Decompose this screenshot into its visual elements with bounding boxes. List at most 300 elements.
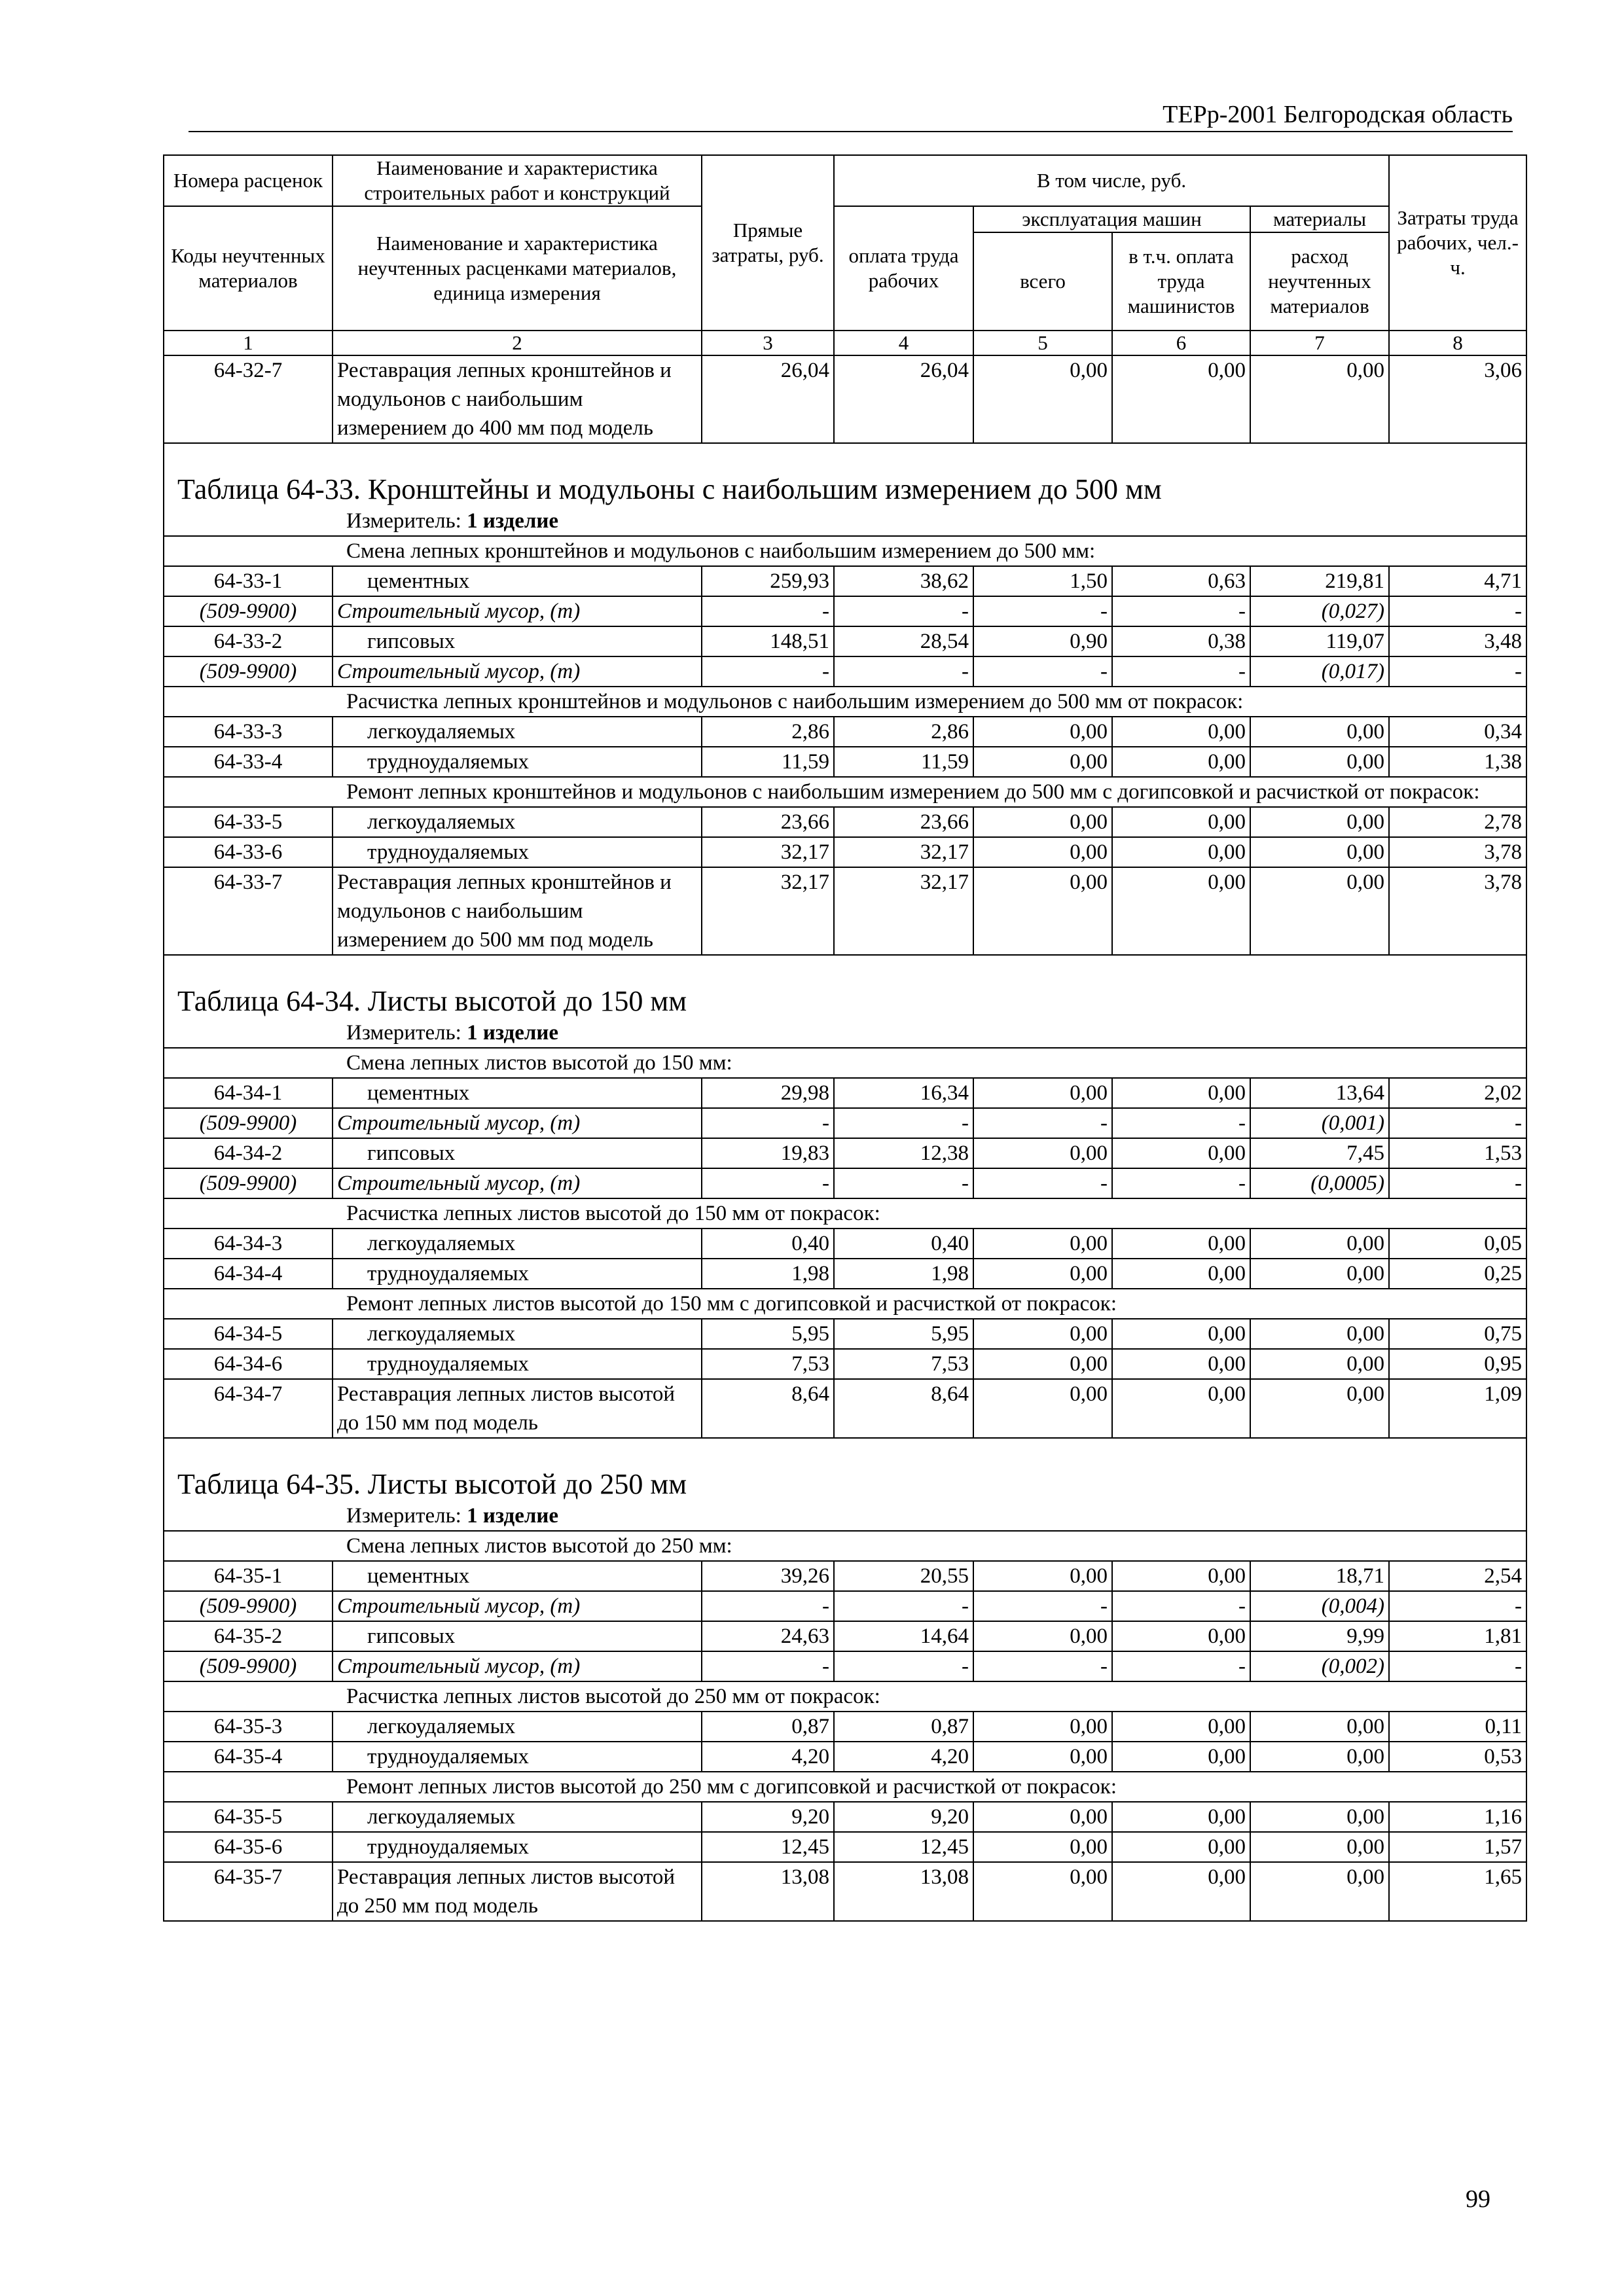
materials: 0,00 [1250,1379,1389,1438]
machines-total: 0,00 [973,717,1112,747]
labor-pay: 4,20 [834,1742,973,1772]
table-header [164,155,1526,355]
machinists-pay: 0,00 [1112,837,1250,867]
table-row [164,566,1526,596]
machinists-pay: 0,00 [1112,1229,1250,1259]
rate-name: легкоудаляемых [333,1802,702,1832]
measure-label: Измеритель: [346,509,461,533]
direct-costs: 24,63 [702,1621,834,1651]
column-number: 1 [164,331,333,355]
machines-total: 0,00 [973,1621,1112,1651]
labor-hours: 2,02 [1389,1078,1526,1108]
labor-pay: - [834,596,973,626]
machinists-pay: 0,00 [1112,1138,1250,1168]
machinists-pay: 0,00 [1112,1259,1250,1289]
material-name: Строительный мусор, (т) [333,656,702,687]
rate-name: Реставрация лепных листов высотой до 150 мм под модель [333,1379,702,1438]
machines-total: 0,00 [973,1078,1112,1108]
direct-costs: - [702,1591,834,1621]
direct-costs: 5,95 [702,1319,834,1349]
labor-hours: 0,53 [1389,1742,1526,1772]
labor-hours: 0,75 [1389,1319,1526,1349]
rate-code: 64-35-6 [164,1832,333,1862]
material-name: Строительный мусор, (т) [333,1591,702,1621]
materials: 119,07 [1250,626,1389,656]
rate-code: 64-33-2 [164,626,333,656]
rate-code: 64-33-7 [164,867,333,955]
machines-total: 0,00 [973,1349,1112,1379]
table-row [164,1078,1526,1108]
materials: 9,99 [1250,1621,1389,1651]
machinists-pay: - [1112,656,1250,687]
materials: (0,017) [1250,656,1389,687]
machines-total: 0,00 [973,1802,1112,1832]
direct-costs: 11,59 [702,747,834,777]
machines-total: 0,00 [973,807,1112,837]
machines-total: 0,00 [973,1742,1112,1772]
rate-code: 64-35-3 [164,1712,333,1742]
labor-hours: 0,25 [1389,1259,1526,1289]
machinists-pay: 0,00 [1112,1379,1250,1438]
measure-label: Измеритель: [346,1504,461,1528]
materials: 0,00 [1250,1862,1389,1921]
table-row [164,1229,1526,1259]
rate-code: 64-34-3 [164,1229,333,1259]
measure-value: 1 изделие [467,1021,559,1045]
section-title: Ремонт лепных кронштейнов и модульонов с наибольшим измерением до 500 мм с догипсовкой и расчисткой от покрасок: [164,777,1526,807]
labor-pay: 0,87 [834,1712,973,1742]
materials: 219,81 [1250,566,1389,596]
materials: 0,00 [1250,837,1389,867]
section-heading [164,1048,1526,1078]
material-name: Строительный мусор, (т) [333,1651,702,1681]
rate-code: 64-34-7 [164,1379,333,1438]
labor-pay: 12,45 [834,1832,973,1862]
material-code: (509-9900) [164,1591,333,1621]
measure-value: 1 изделие [467,1504,559,1528]
material-code: (509-9900) [164,656,333,687]
labor-pay: 26,04 [834,355,973,443]
section-heading [164,1531,1526,1561]
rate-name: цементных [333,1561,702,1591]
labor-hours: 3,78 [1389,837,1526,867]
table-body [164,355,1526,1921]
machinists-pay: - [1112,1591,1250,1621]
labor-hours: - [1389,1591,1526,1621]
machines-total: 0,00 [973,1561,1112,1591]
labor-pay: - [834,1168,973,1198]
rate-name: цементных [333,566,702,596]
section-heading [164,536,1526,566]
labor-hours: 4,71 [1389,566,1526,596]
direct-costs: - [702,1108,834,1138]
direct-costs: - [702,596,834,626]
direct-costs: 9,20 [702,1802,834,1832]
materials: (0,001) [1250,1108,1389,1138]
header-col6: в т.ч. оплата труда машинистов [1112,232,1250,331]
header-col3: Прямые затраты, руб. [702,155,834,331]
labor-hours: 0,11 [1389,1712,1526,1742]
direct-costs: 148,51 [702,626,834,656]
direct-costs: 39,26 [702,1561,834,1591]
section-heading [164,1681,1526,1712]
materials: (0,004) [1250,1591,1389,1621]
labor-pay: 32,17 [834,867,973,955]
machinists-pay: 0,63 [1112,566,1250,596]
labor-pay: 28,54 [834,626,973,656]
header-col8: Затраты труда рабочих, чел.-ч. [1389,155,1526,331]
labor-hours: 2,54 [1389,1561,1526,1591]
rate-name: трудноудаляемых [333,747,702,777]
machines-total: 0,00 [973,747,1112,777]
material-code: (509-9900) [164,596,333,626]
direct-costs: 1,98 [702,1259,834,1289]
material-row [164,596,1526,626]
labor-pay: 14,64 [834,1621,973,1651]
machinists-pay: 0,00 [1112,1078,1250,1108]
direct-costs: 13,08 [702,1862,834,1921]
rate-code: 64-33-1 [164,566,333,596]
labor-hours: 3,06 [1389,355,1526,443]
header-col1-top: Номера расценок [164,155,333,206]
direct-costs: 23,66 [702,807,834,837]
section-heading [164,777,1526,807]
measure-cell [164,1501,1526,1531]
labor-pay: 5,95 [834,1319,973,1349]
machinists-pay: 0,00 [1112,1349,1250,1379]
measure-row [164,507,1526,536]
table-row [164,1379,1526,1438]
labor-pay: 32,17 [834,837,973,867]
labor-hours: - [1389,656,1526,687]
machines-total: 0,00 [973,1229,1112,1259]
table-row [164,747,1526,777]
machinists-pay: - [1112,1168,1250,1198]
labor-pay: 7,53 [834,1349,973,1379]
machinists-pay: 0,00 [1112,355,1250,443]
labor-pay: 8,64 [834,1379,973,1438]
materials: (0,0005) [1250,1168,1389,1198]
materials: 0,00 [1250,807,1389,837]
machinists-pay: 0,00 [1112,1561,1250,1591]
table-row [164,355,1526,443]
header-col4: оплата труда рабочих [834,206,973,331]
labor-hours: 0,05 [1389,1229,1526,1259]
machines-total: - [973,596,1112,626]
materials: 7,45 [1250,1138,1389,1168]
direct-costs: 19,83 [702,1138,834,1168]
machines-total: 0,00 [973,1138,1112,1168]
table-row [164,717,1526,747]
section-title: Смена лепных листов высотой до 250 мм: [164,1531,1526,1561]
labor-hours: 1,53 [1389,1138,1526,1168]
machines-total: - [973,1591,1112,1621]
labor-pay: 11,59 [834,747,973,777]
table-row [164,1621,1526,1651]
material-code: (509-9900) [164,1168,333,1198]
direct-costs: 26,04 [702,355,834,443]
labor-pay: 12,38 [834,1138,973,1168]
column-numbers [164,331,1526,355]
rate-code: 64-33-6 [164,837,333,867]
labor-pay: 2,86 [834,717,973,747]
column-number: 8 [1389,331,1526,355]
table-row [164,1712,1526,1742]
column-number: 3 [702,331,834,355]
direct-costs: 2,86 [702,717,834,747]
rate-name: гипсовых [333,1138,702,1168]
table-row [164,867,1526,955]
section-heading [164,1289,1526,1319]
machinists-pay: - [1112,1108,1250,1138]
measure-cell [164,507,1526,536]
table-row [164,1862,1526,1921]
table-row [164,1561,1526,1591]
direct-costs: 32,17 [702,837,834,867]
labor-hours: 0,95 [1389,1349,1526,1379]
column-number: 4 [834,331,973,355]
direct-costs: 0,40 [702,1229,834,1259]
machinists-pay: 0,00 [1112,1802,1250,1832]
direct-costs: 32,17 [702,867,834,955]
material-name: Строительный мусор, (т) [333,1168,702,1198]
rate-code: 64-35-4 [164,1742,333,1772]
rate-name: Реставрация лепных листов высотой до 250 мм под модель [333,1862,702,1921]
table-title-row [164,443,1526,507]
header-col2-top: Наименование и характеристика строительных работ и конструкций [333,155,702,206]
section-title: Расчистка лепных листов высотой до 150 мм от покрасок: [164,1198,1526,1229]
table-row [164,807,1526,837]
rate-code: 64-33-5 [164,807,333,837]
rate-name: Реставрация лепных кронштейнов и модульонов с наибольшим измерением до 400 мм под модель [333,355,702,443]
direct-costs: - [702,1168,834,1198]
machines-total: - [973,1168,1112,1198]
table-row [164,626,1526,656]
section-heading [164,687,1526,717]
direct-costs: - [702,656,834,687]
column-number: 6 [1112,331,1250,355]
materials: 0,00 [1250,1802,1389,1832]
materials: 18,71 [1250,1561,1389,1591]
labor-pay: 38,62 [834,566,973,596]
machinists-pay: 0,00 [1112,807,1250,837]
labor-hours: 1,16 [1389,1802,1526,1832]
rate-name: цементных [333,1078,702,1108]
labor-pay: 23,66 [834,807,973,837]
machinists-pay: - [1112,1651,1250,1681]
direct-costs: 4,20 [702,1742,834,1772]
header-col1-bottom: Коды неучтенных материалов [164,206,333,331]
rate-name: трудноудаляемых [333,837,702,867]
materials: (0,027) [1250,596,1389,626]
materials: 0,00 [1250,355,1389,443]
rate-name: гипсовых [333,626,702,656]
machinists-pay: 0,00 [1112,1621,1250,1651]
materials: 0,00 [1250,1349,1389,1379]
machinists-pay: 0,00 [1112,1712,1250,1742]
direct-costs: - [702,1651,834,1681]
material-row [164,1108,1526,1138]
materials: 0,00 [1250,867,1389,955]
table-row [164,1319,1526,1349]
materials: 0,00 [1250,747,1389,777]
labor-pay: 1,98 [834,1259,973,1289]
materials: 0,00 [1250,1712,1389,1742]
direct-costs: 12,45 [702,1832,834,1862]
machines-total: 0,00 [973,1319,1112,1349]
rate-code: 64-34-2 [164,1138,333,1168]
labor-pay: 0,40 [834,1229,973,1259]
machines-total: 0,00 [973,867,1112,955]
rate-name: трудноудаляемых [333,1832,702,1862]
rate-code: 64-35-5 [164,1802,333,1832]
rate-name: легкоудаляемых [333,1229,702,1259]
machines-total: 0,90 [973,626,1112,656]
direct-costs: 8,64 [702,1379,834,1438]
table-title-row [164,1438,1526,1501]
table-row [164,1742,1526,1772]
rate-name: трудноудаляемых [333,1742,702,1772]
header-group: В том числе, руб. [834,155,1389,206]
machinists-pay: 0,00 [1112,867,1250,955]
rate-code: 64-34-5 [164,1319,333,1349]
machines-total: 0,00 [973,1259,1112,1289]
material-row [164,656,1526,687]
labor-pay: - [834,1651,973,1681]
rate-name: легкоудаляемых [333,1712,702,1742]
table-title: Таблица 64-34. Листы высотой до 150 мм [164,955,1526,1018]
machines-total: 0,00 [973,1862,1112,1921]
page-number: 99 [1466,2185,1490,2213]
materials: 0,00 [1250,1832,1389,1862]
material-row [164,1651,1526,1681]
materials: 13,64 [1250,1078,1389,1108]
machinists-pay: 0,38 [1112,626,1250,656]
labor-pay: - [834,1591,973,1621]
section-title: Ремонт лепных листов высотой до 250 мм с догипсовкой и расчисткой от покрасок: [164,1772,1526,1802]
materials: (0,002) [1250,1651,1389,1681]
column-number: 5 [973,331,1112,355]
rate-code: 64-34-1 [164,1078,333,1108]
material-code: (509-9900) [164,1651,333,1681]
table-row [164,837,1526,867]
table-title: Таблица 64-33. Кронштейны и модульоны с наибольшим измерением до 500 мм [164,443,1526,507]
labor-hours: 3,48 [1389,626,1526,656]
machines-total: - [973,1651,1112,1681]
running-head: ТЕРр-2001 Белгородская область [189,98,1513,132]
materials: 0,00 [1250,1742,1389,1772]
labor-hours: - [1389,1108,1526,1138]
section-title: Ремонт лепных листов высотой до 150 мм с догипсовкой и расчисткой от покрасок: [164,1289,1526,1319]
rate-name: легкоудаляемых [333,807,702,837]
rate-name: трудноудаляемых [333,1349,702,1379]
materials: 0,00 [1250,1319,1389,1349]
labor-pay: - [834,1108,973,1138]
direct-costs: 29,98 [702,1078,834,1108]
column-number: 7 [1250,331,1389,355]
table-row [164,1349,1526,1379]
machines-total: 0,00 [973,1379,1112,1438]
header-materials: материалы [1250,206,1389,232]
direct-costs: 259,93 [702,566,834,596]
table-title-row [164,955,1526,1018]
machines-total: 0,00 [973,837,1112,867]
labor-hours: 1,38 [1389,747,1526,777]
section-title: Расчистка лепных листов высотой до 250 мм от покрасок: [164,1681,1526,1712]
rate-code: 64-32-7 [164,355,333,443]
machinists-pay: 0,00 [1112,717,1250,747]
section-title: Расчистка лепных кронштейнов и модульонов с наибольшим измерением до 500 мм от покрасок: [164,687,1526,717]
machines-total: - [973,656,1112,687]
labor-hours: 1,09 [1389,1379,1526,1438]
material-row [164,1591,1526,1621]
labor-hours: 1,65 [1389,1862,1526,1921]
rate-code: 64-35-2 [164,1621,333,1651]
labor-hours: - [1389,1168,1526,1198]
materials: 0,00 [1250,717,1389,747]
material-name: Строительный мусор, (т) [333,1108,702,1138]
measure-value: 1 изделие [467,509,559,533]
machines-total: 0,00 [973,1712,1112,1742]
table-row [164,1138,1526,1168]
labor-hours: 1,57 [1389,1832,1526,1862]
rates-table [163,154,1527,1922]
machinists-pay: - [1112,596,1250,626]
labor-hours: 3,78 [1389,867,1526,955]
materials: 0,00 [1250,1259,1389,1289]
measure-label: Измеритель: [346,1021,461,1045]
measure-row [164,1018,1526,1048]
machines-total: 0,00 [973,355,1112,443]
section-heading [164,1772,1526,1802]
measure-row [164,1501,1526,1531]
table-title: Таблица 64-35. Листы высотой до 250 мм [164,1438,1526,1501]
header-col5: всего [973,232,1112,331]
table-row [164,1259,1526,1289]
measure-cell [164,1018,1526,1048]
section-title: Смена лепных кронштейнов и модульонов с наибольшим измерением до 500 мм: [164,536,1526,566]
rate-code: 64-34-6 [164,1349,333,1379]
rate-code: 64-35-7 [164,1862,333,1921]
direct-costs: 0,87 [702,1712,834,1742]
machinists-pay: 0,00 [1112,1742,1250,1772]
machinists-pay: 0,00 [1112,1319,1250,1349]
machinists-pay: 0,00 [1112,747,1250,777]
labor-pay: - [834,656,973,687]
header-col2-bottom: Наименование и характеристика неучтенных расценками материалов, единица измерения [333,206,702,331]
machines-total: 1,50 [973,566,1112,596]
labor-hours: 0,34 [1389,717,1526,747]
table-row [164,1832,1526,1862]
rate-name: трудноудаляемых [333,1259,702,1289]
rate-code: 64-34-4 [164,1259,333,1289]
labor-pay: 20,55 [834,1561,973,1591]
labor-hours: - [1389,596,1526,626]
labor-pay: 9,20 [834,1802,973,1832]
rate-name: Реставрация лепных кронштейнов и модульонов с наибольшим измерением до 500 мм под модель [333,867,702,955]
material-code: (509-9900) [164,1108,333,1138]
material-row [164,1168,1526,1198]
header-machines: эксплуатация машин [973,206,1250,232]
rate-code: 64-33-4 [164,747,333,777]
labor-hours: 1,81 [1389,1621,1526,1651]
labor-pay: 16,34 [834,1078,973,1108]
machinists-pay: 0,00 [1112,1832,1250,1862]
machinists-pay: 0,00 [1112,1862,1250,1921]
header-col7: расход неучтенных материалов [1250,232,1389,331]
rate-code: 64-33-3 [164,717,333,747]
labor-hours: 2,78 [1389,807,1526,837]
